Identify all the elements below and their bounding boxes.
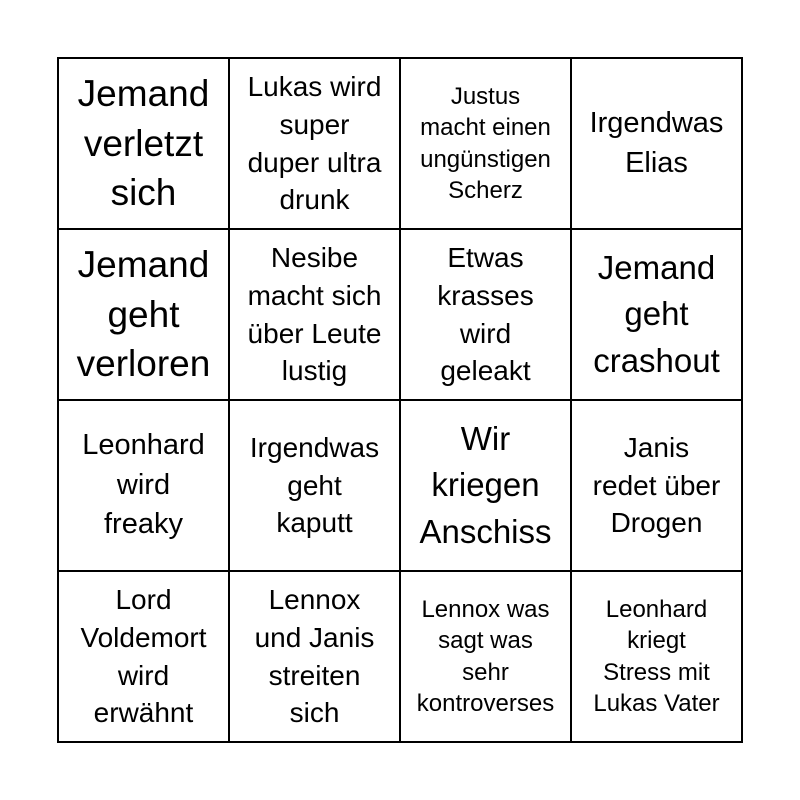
bingo-cell-text: Jemand verletzt sich	[77, 73, 210, 214]
bingo-cell-r3c3[interactable]	[400, 400, 571, 571]
bingo-cell-r3c2[interactable]	[229, 400, 400, 571]
bingo-cell-text: Lord Voldemort wird erwähnt	[80, 583, 207, 729]
bingo-cell-r4c2[interactable]	[229, 571, 400, 742]
bingo-cell-text: Irgendwas Elias	[589, 107, 724, 179]
bingo-cell-text: Lennox was sagt was sehr kontroverses	[416, 596, 555, 717]
bingo-cell-r1c2[interactable]	[229, 58, 400, 229]
bingo-cell-text: Leonhard wird freaky	[82, 429, 205, 541]
bingo-cell-text: Lennox und Janis streiten sich	[254, 583, 375, 729]
bingo-cell-text: Jemand geht crashout	[593, 249, 720, 379]
bingo-cell-r2c3[interactable]	[400, 229, 571, 400]
bingo-cell-r4c4[interactable]	[571, 571, 742, 742]
bingo-cell-r2c2[interactable]	[229, 229, 400, 400]
bingo-cell-r3c4[interactable]	[571, 400, 742, 571]
bingo-cell-r1c1[interactable]	[58, 58, 229, 229]
bingo-cell-r1c3[interactable]	[400, 58, 571, 229]
bingo-cell-r4c3[interactable]	[400, 571, 571, 742]
bingo-cell-text: Leonhard kriegt Stress mit Lukas Vater	[593, 596, 720, 717]
bingo-cell-r3c1[interactable]	[58, 400, 229, 571]
bingo-cell-r2c1[interactable]	[58, 229, 229, 400]
bingo-cell-text: Justus macht einen ungünstigen Scherz	[420, 83, 551, 204]
bingo-cell-r1c4[interactable]	[571, 58, 742, 229]
bingo-cell-r4c1[interactable]	[58, 571, 229, 742]
bingo-board	[57, 57, 743, 743]
bingo-cell-text: Nesibe macht sich über Leute lustig	[247, 241, 382, 387]
bingo-cell-text: Irgendwas geht kaputt	[249, 431, 380, 539]
bingo-cell-text: Jemand geht verloren	[76, 244, 211, 385]
bingo-cell-text: Janis redet über Drogen	[592, 431, 721, 539]
bingo-cell-text: Wir kriegen Anschiss	[419, 420, 552, 550]
bingo-cell-text: Etwas krasses wird geleakt	[437, 241, 534, 387]
bingo-cell-text: Lukas wird super duper ultra drunk	[247, 70, 382, 216]
bingo-cell-r2c4[interactable]	[571, 229, 742, 400]
